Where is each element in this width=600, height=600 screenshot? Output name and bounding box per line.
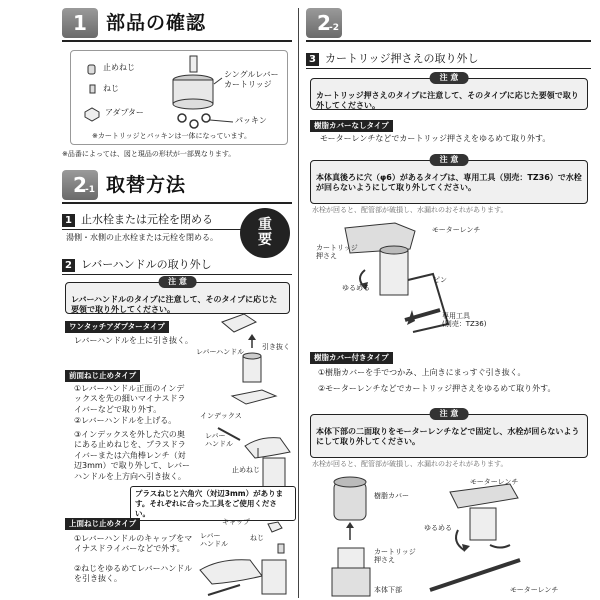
with-cover-wrench2-label: モーターレンチ (510, 586, 559, 594)
with-cover-holder-label: カートリッジ 押さえ (374, 548, 416, 565)
part-adapter-label: アダプター (105, 108, 144, 117)
section2-1-title: 取替方法 (106, 173, 187, 196)
step2-number: 2 (62, 259, 75, 272)
front-lever-label: レバー ハンドル (205, 432, 233, 449)
no-cover-tool-label: 専用工具 (別売：TZ36) (442, 312, 487, 329)
with-cover-caution-text: 本体下部の二面取りをモーターレンチなどで固定し、水栓が回らないようにして取り外してください。 (316, 427, 580, 447)
front-item-3: ③インデックスを外した穴の奥にある止めねじを、プラスドライバーまたは六角棒レンチ（対辺3mm）で取り外して、レバーハンドルを上方向へ引き抜く。 (74, 430, 190, 481)
step1-number: 1 (62, 214, 75, 227)
front-screw-label: 止めねじ (232, 466, 260, 474)
onetouch-desc: レバーハンドルを上に引き抜く。 (74, 336, 193, 345)
parts-footnote: ※品番によっては、図と現品の形状が一部異なります。 (62, 150, 236, 158)
section1-number: 1 (62, 8, 98, 38)
with-cover-loosen-label: ゆるめる (424, 524, 452, 532)
front-screw-tag: 前面ねじ止めタイプ (65, 370, 140, 382)
onetouch-pull-label: 引き抜く (262, 343, 290, 351)
part-screw-label: ねじ (103, 84, 119, 93)
section2-2-num: 2 (317, 11, 331, 35)
parts-note: ※カートリッジとパッキンは一体になっています。 (92, 132, 251, 140)
no-cover-pin-label: ピン (433, 276, 447, 284)
part-stop-screw-label: 止めねじ (103, 63, 135, 72)
no-cover-caution-text: 本体真後ろに穴（φ6）があるタイプは、専用工具（別売：TZ36）で水栓が回らないようにして取り外してください。 (316, 173, 582, 193)
with-cover-body-label: 本体下部 (374, 586, 402, 594)
no-cover-desc: モーターレンチなどでカートリッジ押さえをゆるめて取り外す。 (320, 134, 551, 143)
top-item-1: ①レバーハンドルのキャップをマイナスドライバーなどで外す。 (74, 534, 193, 554)
no-cover-loosen-label: ゆるめる (342, 284, 370, 292)
caution-tag: 注 意 (158, 276, 197, 288)
with-cover-item-2: ②モーターレンチなどでカートリッジ押さえをゆるめて取り外す。 (318, 384, 556, 393)
section2-1-num: 2 (73, 173, 87, 197)
section2-2-sub: -2 (329, 23, 339, 34)
with-cover-item-1: ①樹脂カバーを手でつかみ、上向きにまっすぐ引き抜く。 (318, 368, 526, 377)
no-cover-wrench-label: モーターレンチ (432, 226, 481, 234)
top-screw-label: ねじ (250, 534, 264, 542)
caution-lever-text: レバーハンドルのタイプに注意して、そのタイプに応じた要領で取り外してください。 (71, 295, 278, 315)
step1-desc: 湯側・水側の止水栓または元栓を閉める。 (66, 233, 218, 242)
important-badge-line1: 重 (258, 217, 272, 234)
step3-title: カートリッジ押さえの取り外し (325, 52, 479, 65)
onetouch-tag: ワンタッチアダプタータイプ (65, 321, 169, 333)
caution-tag-3: 注 意 (430, 154, 469, 166)
caution-tag-4: 注 意 (430, 408, 469, 420)
part-packing-label: パッキン (235, 116, 267, 125)
front-item-2: ②レバーハンドルを上げる。 (74, 416, 177, 425)
top-lever-label: レバー ハンドル (200, 532, 228, 549)
top-cap-label: キャップ (222, 518, 250, 526)
with-cover-tag: 樹脂カバー付きタイプ (310, 352, 393, 364)
step1-title: 止水栓または元栓を閉める (81, 213, 213, 226)
important-badge-line2: 要 (258, 232, 272, 248)
step2-title: レバーハンドルの取り外し (81, 258, 212, 271)
front-index-label: インデックス (200, 412, 242, 420)
with-cover-wrench-label: モーターレンチ (470, 478, 519, 486)
caution-tag-2: 注 意 (430, 72, 469, 84)
onetouch-lever-label: レバーハンドル (196, 348, 245, 356)
front-item-1: ①レバーハンドル正面のインデックスを先の細いマイナスドライバーなどで取り外す。 (74, 384, 186, 414)
with-cover-cover-label: 樹脂カバー (374, 492, 409, 500)
part-cartridge-label: シングルレバー カートリッジ (224, 70, 279, 89)
no-cover-gray-note: 水栓が回ると、配管部が破損し、水漏れのおそれがあります。 (312, 206, 508, 214)
top-screw-tag: 上面ねじ止めタイプ (65, 518, 140, 530)
front-tool-note: プラスねじと六角穴（対辺3mm）があります。それぞれに合った工具をご使用ください。 (130, 486, 296, 521)
top-item-2: ②ねじをゆるめてレバーハンドルを引き抜く。 (74, 564, 193, 584)
with-cover-gray-note: 水栓が回ると、配管部が破損し、水漏れのおそれがあります。 (312, 460, 508, 468)
no-cover-holder-label: カートリッジ 押さえ (316, 244, 358, 261)
no-cover-tag: 樹脂カバーなしタイプ (310, 120, 393, 132)
caution-cartridge-text: カートリッジ押さえのタイプに注意して、そのタイプに応じた要領で取り外してください。 (316, 91, 579, 111)
step3-number: 3 (306, 53, 319, 66)
section2-1-sub: -1 (85, 185, 95, 196)
section1-title: 部品の確認 (106, 11, 207, 34)
